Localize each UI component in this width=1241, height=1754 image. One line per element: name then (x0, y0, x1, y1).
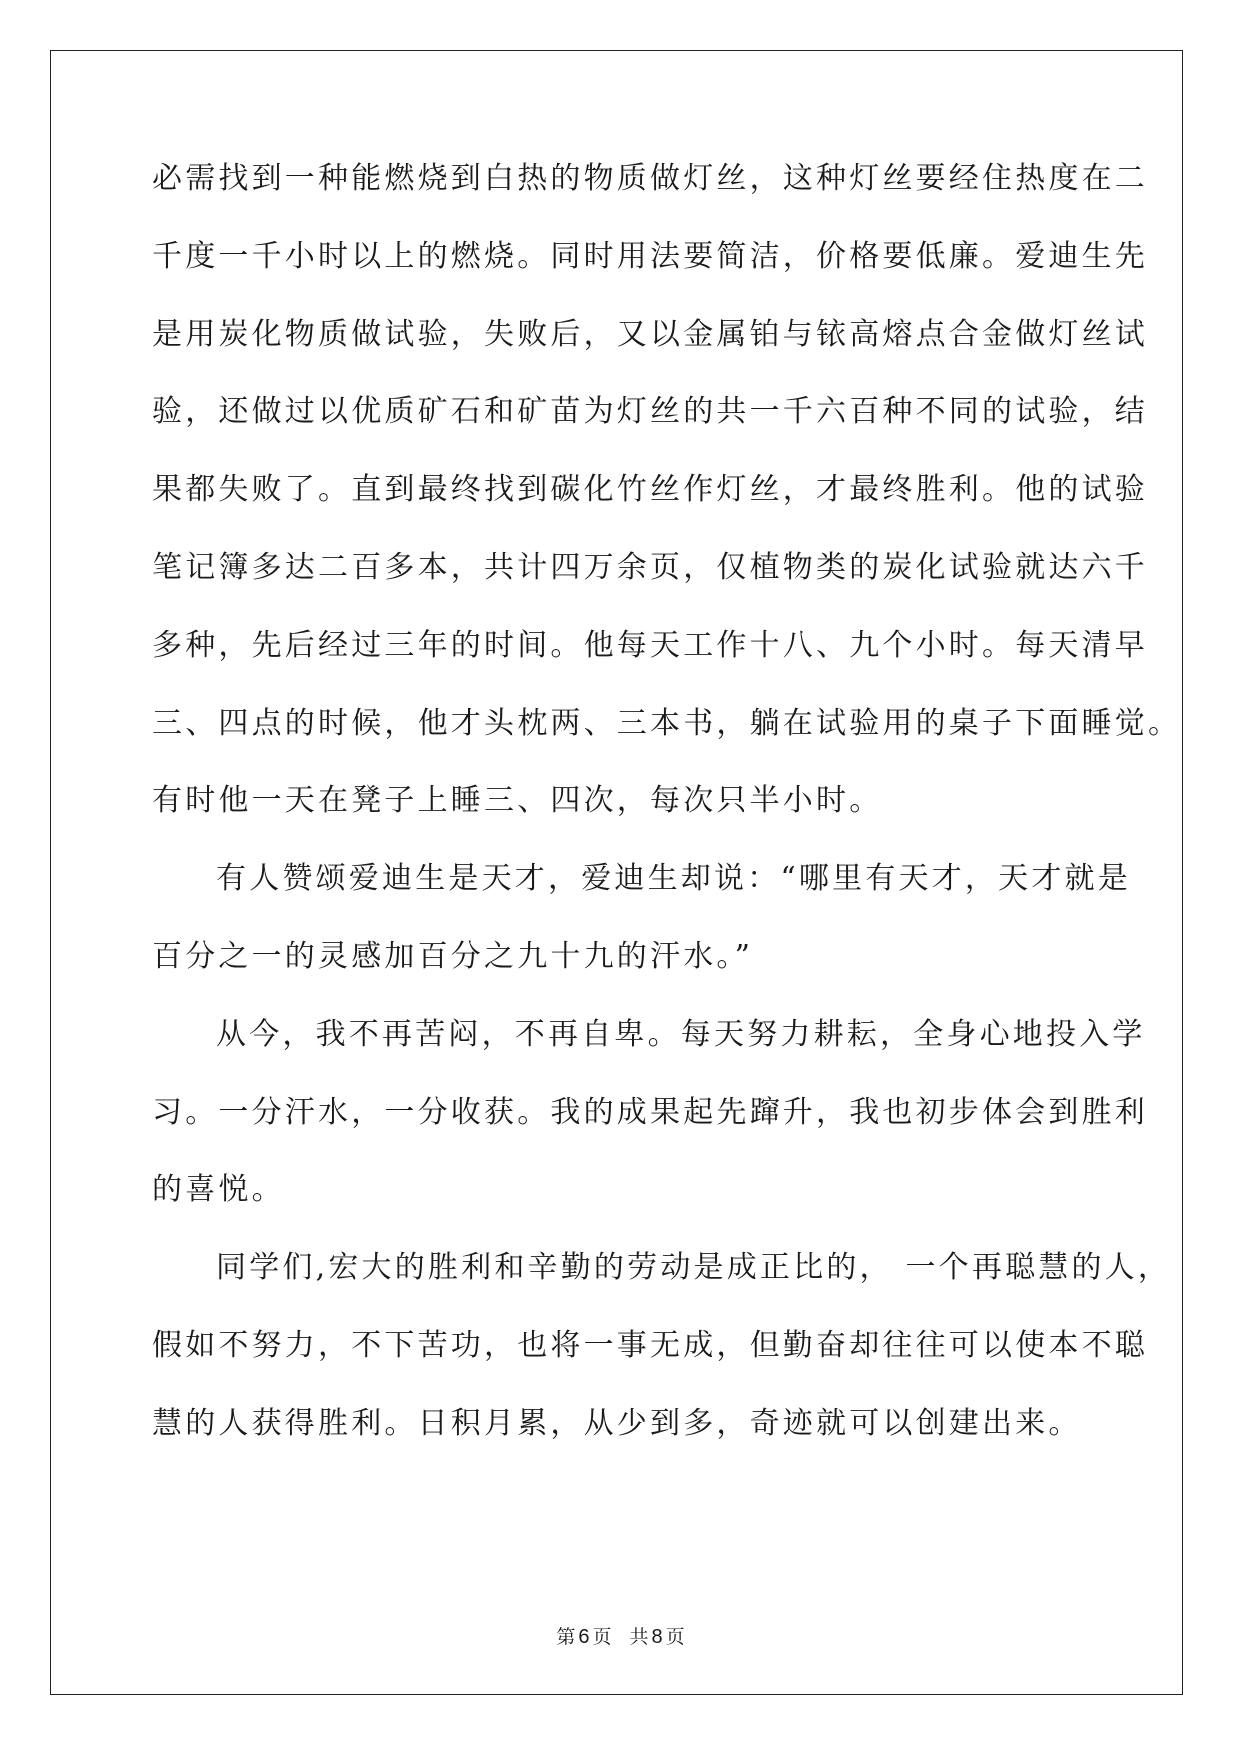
text-line: 慧的人获得胜利。日积月累，从少到多，奇迹就可以创建出来。 (152, 1405, 1082, 1441)
text-line: 千度一千小时以上的燃烧。同时用法要简洁，价格要低廉。爱迪生先 (152, 238, 1148, 274)
page-prefix: 第 (556, 1626, 576, 1648)
text-line: 三、四点的时候，他才头枕两、三本书，躺在试验用的桌子下面睡觉。 (152, 705, 1182, 741)
total-prefix: 共 (629, 1626, 649, 1648)
total-pages: 8 (651, 1626, 663, 1648)
text-line: 验，还做过以优质矿石和矿苗为灯丝的共一千六百种不同的试验，结 (152, 394, 1148, 430)
page-footer (0, 1622, 1241, 1649)
paragraph-start-line: 从今，我不再苦闷，不再自卑。每天努力耕耘，全身心地投入学 (216, 1016, 1146, 1052)
text-line: 笔记簿多达二百多本，共计四万余页，仅植物类的炭化试验就达六千 (152, 549, 1148, 585)
text-line: 习。一分汗水，一分收获。我的成果起先蹿升，我也初步体会到胜利 (152, 1094, 1148, 1130)
total-suffix: 页 (665, 1626, 685, 1648)
text-line: 有时他一天在凳子上睡三、四次，每次只半小时。 (152, 783, 883, 819)
text-line: 必需找到一种能燃烧到白热的物质做灯丝，这种灯丝要经住热度在二 (152, 161, 1148, 196)
page-suffix: 页 (592, 1626, 612, 1648)
text-line: 百分之一的灵感加百分之九十九的汗水。” (152, 938, 754, 974)
paragraph-start-line: 同学们,宏大的胜利和辛勤的劳动是成正比的， 一个再聪慧的人， (216, 1250, 1172, 1286)
text-line: 多种，先后经过三年的时间。他每天工作十八、九个小时。每天清早 (152, 627, 1148, 663)
text-line: 假如不努力，不下苦功，也将一事无成，但勤奋却往往可以使本不聪 (152, 1327, 1148, 1363)
text-line: 果都失败了。直到最终找到碳化竹丝作灯丝，才最终胜利。他的试验 (152, 472, 1148, 508)
text-line: 的喜悦。 (152, 1172, 285, 1208)
page-number: 6 (578, 1626, 590, 1648)
paragraph-start-line: 有人赞颂爱迪生是天才，爱迪生却说：“哪里有天才，天才就是 (216, 861, 1131, 897)
document-body (152, 154, 1182, 1477)
text-line: 是用炭化物质做试验，失败后，又以金属铂与铱高熔点合金做灯丝试 (152, 316, 1148, 352)
